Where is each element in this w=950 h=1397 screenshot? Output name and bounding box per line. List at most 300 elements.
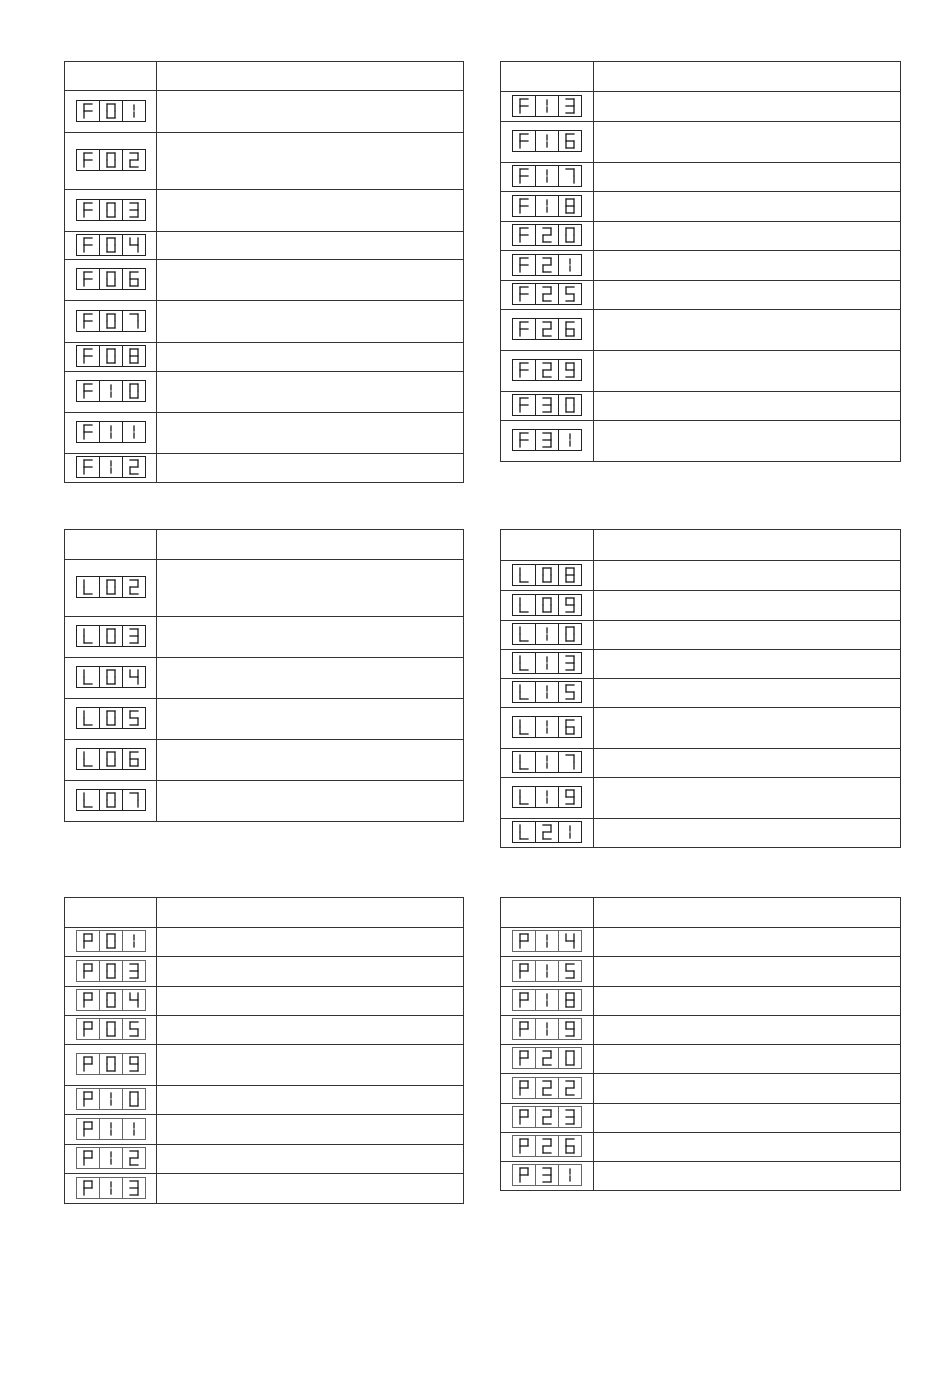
- seven-segment-glyph: [542, 321, 552, 337]
- description-cell: [157, 699, 464, 740]
- seven-segment-glyph: [519, 684, 529, 700]
- table-row: [65, 1145, 464, 1174]
- seven-segment-glyph: [565, 824, 575, 840]
- seven-segment-glyph: [519, 655, 529, 671]
- code-display: [76, 1088, 146, 1110]
- seven-segment-glyph: [542, 597, 552, 613]
- description-cell: [594, 222, 901, 251]
- seven-segment-glyph: [519, 1021, 529, 1037]
- code-character: [99, 457, 122, 477]
- header-code-cell: [65, 530, 157, 560]
- description-cell: [594, 708, 901, 749]
- seven-segment-glyph: [106, 202, 116, 218]
- code-character: [99, 626, 122, 646]
- code-character: [558, 225, 581, 245]
- error-code-table-l-right: [500, 529, 901, 848]
- code-character: [535, 682, 558, 702]
- table-row: [501, 928, 901, 957]
- code-character: [558, 822, 581, 842]
- description-cell: [594, 987, 901, 1016]
- seven-segment-glyph: [519, 963, 529, 979]
- code-character: [99, 1148, 122, 1168]
- seven-segment-glyph: [83, 202, 93, 218]
- description-cell: [594, 392, 901, 421]
- seven-segment-glyph: [83, 348, 93, 364]
- code-character: [558, 131, 581, 151]
- seven-segment-glyph: [519, 1138, 529, 1154]
- seven-segment-glyph: [542, 684, 552, 700]
- seven-segment-glyph: [542, 963, 552, 979]
- seven-segment-glyph: [519, 321, 529, 337]
- seven-segment-glyph: [129, 1021, 139, 1037]
- code-character: [558, 653, 581, 673]
- code-display: [512, 359, 582, 381]
- seven-segment-glyph: [565, 597, 575, 613]
- code-character: [535, 1107, 558, 1127]
- seven-segment-glyph: [519, 98, 529, 114]
- seven-segment-glyph: [129, 271, 139, 287]
- table-row: [65, 617, 464, 658]
- description-cell: [594, 621, 901, 650]
- seven-segment-glyph: [565, 133, 575, 149]
- seven-segment-glyph: [106, 1021, 116, 1037]
- table-row: [65, 560, 464, 617]
- code-character: [558, 1048, 581, 1068]
- seven-segment-glyph: [129, 313, 139, 329]
- table-row: [501, 251, 901, 281]
- code-character: [513, 565, 535, 585]
- seven-segment-glyph: [519, 1050, 529, 1066]
- header-description-cell: [594, 62, 901, 92]
- code-character: [558, 1107, 581, 1127]
- code-character: [535, 624, 558, 644]
- seven-segment-glyph: [565, 789, 575, 805]
- table-header-row: [65, 530, 464, 560]
- table-row: [65, 190, 464, 232]
- description-cell: [594, 561, 901, 591]
- seven-segment-glyph: [83, 710, 93, 726]
- table-row: [65, 372, 464, 413]
- code-character: [558, 319, 581, 339]
- description-cell: [594, 928, 901, 957]
- seven-segment-glyph: [542, 1109, 552, 1125]
- code-character: [77, 311, 99, 331]
- error-code-table-p-right: [500, 897, 901, 1191]
- code-character: [535, 284, 558, 304]
- table-row: [65, 343, 464, 372]
- header-description-cell: [157, 530, 464, 560]
- code-display: [512, 429, 582, 451]
- code-character: [77, 422, 99, 442]
- code-character: [558, 284, 581, 304]
- code-character: [535, 565, 558, 585]
- seven-segment-glyph: [106, 669, 116, 685]
- code-display: [76, 625, 146, 647]
- table-row: [501, 1133, 901, 1162]
- seven-segment-glyph: [565, 432, 575, 448]
- code-character: [535, 225, 558, 245]
- seven-segment-glyph: [565, 992, 575, 1008]
- code-character: [513, 961, 535, 981]
- code-character: [77, 381, 99, 401]
- seven-segment-glyph: [542, 992, 552, 1008]
- seven-segment-glyph: [519, 1109, 529, 1125]
- table-row: [501, 421, 901, 462]
- code-character: [513, 255, 535, 275]
- table-row: [65, 454, 464, 483]
- seven-segment-glyph: [83, 992, 93, 1008]
- table-row: [501, 163, 901, 192]
- seven-segment-glyph: [83, 628, 93, 644]
- code-character: [558, 395, 581, 415]
- code-display: [512, 989, 582, 1011]
- code-display: [76, 1018, 146, 1040]
- code-character: [513, 752, 535, 772]
- code-character: [513, 196, 535, 216]
- code-character: [77, 457, 99, 477]
- seven-segment-glyph: [565, 719, 575, 735]
- code-character: [77, 749, 99, 769]
- code-display: [512, 564, 582, 586]
- code-character: [122, 1119, 145, 1139]
- code-character: [99, 101, 122, 121]
- code-display: [76, 666, 146, 688]
- seven-segment-glyph: [542, 362, 552, 378]
- code-character: [99, 1019, 122, 1039]
- seven-segment-glyph: [129, 1121, 139, 1137]
- table-row: [65, 1115, 464, 1145]
- seven-segment-glyph: [542, 1021, 552, 1037]
- seven-segment-glyph: [83, 751, 93, 767]
- seven-segment-glyph: [129, 579, 139, 595]
- table-row: [501, 591, 901, 621]
- seven-segment-glyph: [542, 1167, 552, 1183]
- seven-segment-glyph: [565, 1167, 575, 1183]
- description-cell: [157, 928, 464, 957]
- code-character: [122, 457, 145, 477]
- code-character: [122, 790, 145, 810]
- seven-segment-glyph: [519, 397, 529, 413]
- code-display: [76, 268, 146, 290]
- description-cell: [594, 591, 901, 621]
- table-row: [501, 92, 901, 122]
- code-character: [77, 1178, 99, 1198]
- code-character: [99, 346, 122, 366]
- code-character: [77, 269, 99, 289]
- seven-segment-glyph: [519, 992, 529, 1008]
- code-character: [99, 708, 122, 728]
- table-row: [501, 1104, 901, 1133]
- seven-segment-glyph: [519, 198, 529, 214]
- table-row: [501, 1162, 901, 1191]
- code-character: [99, 667, 122, 687]
- seven-segment-glyph: [83, 237, 93, 253]
- code-character: [535, 595, 558, 615]
- seven-segment-glyph: [565, 1109, 575, 1125]
- code-character: [77, 790, 99, 810]
- description-cell: [157, 232, 464, 260]
- code-character: [513, 1107, 535, 1127]
- code-character: [77, 931, 99, 951]
- code-character: [122, 1019, 145, 1039]
- code-character: [77, 1054, 99, 1074]
- code-character: [535, 319, 558, 339]
- table-header-row: [65, 898, 464, 928]
- seven-segment-glyph: [542, 227, 552, 243]
- table-row: [65, 1016, 464, 1045]
- code-display: [512, 930, 582, 952]
- code-display: [512, 1018, 582, 1040]
- description-cell: [594, 281, 901, 310]
- table-header-row: [65, 62, 464, 91]
- seven-segment-glyph: [519, 432, 529, 448]
- table-row: [65, 1045, 464, 1086]
- code-character: [99, 1054, 122, 1074]
- description-cell: [157, 301, 464, 343]
- code-display: [76, 960, 146, 982]
- seven-segment-glyph: [519, 257, 529, 273]
- seven-segment-glyph: [565, 626, 575, 642]
- table-row: [501, 819, 901, 848]
- code-character: [77, 346, 99, 366]
- seven-segment-glyph: [542, 754, 552, 770]
- seven-segment-glyph: [565, 963, 575, 979]
- description-cell: [594, 650, 901, 679]
- code-display: [512, 224, 582, 246]
- seven-segment-glyph: [542, 1080, 552, 1096]
- code-display: [512, 95, 582, 117]
- seven-segment-glyph: [106, 383, 116, 399]
- description-cell: [594, 122, 901, 163]
- code-display: [76, 149, 146, 171]
- seven-segment-glyph: [83, 669, 93, 685]
- code-character: [513, 822, 535, 842]
- header-code-cell: [501, 62, 594, 92]
- table-row: [65, 91, 464, 133]
- seven-segment-glyph: [106, 1091, 116, 1107]
- description-cell: [157, 343, 464, 372]
- seven-segment-glyph: [106, 424, 116, 440]
- description-cell: [594, 957, 901, 987]
- code-character: [535, 990, 558, 1010]
- description-cell: [594, 192, 901, 222]
- code-character: [535, 395, 558, 415]
- seven-segment-glyph: [83, 1056, 93, 1072]
- code-character: [558, 166, 581, 186]
- code-character: [535, 787, 558, 807]
- error-code-table-f-left: [64, 61, 464, 483]
- seven-segment-glyph: [565, 321, 575, 337]
- code-character: [122, 269, 145, 289]
- code-character: [558, 682, 581, 702]
- code-character: [535, 1165, 558, 1185]
- table-row: [501, 679, 901, 708]
- code-character: [99, 422, 122, 442]
- table-row: [65, 1174, 464, 1204]
- seven-segment-glyph: [129, 103, 139, 119]
- description-cell: [157, 260, 464, 301]
- seven-segment-glyph: [542, 286, 552, 302]
- seven-segment-glyph: [129, 459, 139, 475]
- code-character: [99, 1178, 122, 1198]
- description-cell: [594, 1045, 901, 1074]
- code-display: [512, 652, 582, 674]
- table-row: [501, 1074, 901, 1104]
- code-character: [513, 225, 535, 245]
- header-code-cell: [501, 898, 594, 928]
- code-display: [76, 989, 146, 1011]
- description-cell: [157, 957, 464, 987]
- description-cell: [157, 1086, 464, 1115]
- seven-segment-glyph: [129, 933, 139, 949]
- seven-segment-glyph: [83, 1091, 93, 1107]
- code-display: [76, 576, 146, 598]
- code-character: [513, 595, 535, 615]
- seven-segment-glyph: [106, 1121, 116, 1137]
- seven-segment-glyph: [565, 1080, 575, 1096]
- description-cell: [594, 310, 901, 351]
- code-character: [122, 311, 145, 331]
- seven-segment-glyph: [542, 432, 552, 448]
- seven-segment-glyph: [129, 348, 139, 364]
- code-character: [513, 624, 535, 644]
- description-cell: [157, 617, 464, 658]
- code-character: [513, 284, 535, 304]
- seven-segment-glyph: [565, 227, 575, 243]
- description-cell: [157, 740, 464, 781]
- code-character: [99, 1089, 122, 1109]
- seven-segment-glyph: [519, 286, 529, 302]
- table-row: [501, 310, 901, 351]
- seven-segment-glyph: [83, 579, 93, 595]
- code-character: [535, 752, 558, 772]
- table-row: [65, 232, 464, 260]
- code-character: [535, 1078, 558, 1098]
- code-character: [122, 708, 145, 728]
- code-character: [99, 990, 122, 1010]
- seven-segment-glyph: [519, 168, 529, 184]
- code-character: [77, 150, 99, 170]
- seven-segment-glyph: [106, 1180, 116, 1196]
- code-character: [122, 931, 145, 951]
- seven-segment-glyph: [565, 286, 575, 302]
- code-character: [77, 101, 99, 121]
- code-character: [77, 1019, 99, 1039]
- code-character: [99, 790, 122, 810]
- code-character: [513, 430, 535, 450]
- code-display: [512, 960, 582, 982]
- code-display: [512, 786, 582, 808]
- code-character: [122, 626, 145, 646]
- code-display: [76, 1053, 146, 1075]
- code-display: [512, 1047, 582, 1069]
- code-display: [512, 318, 582, 340]
- seven-segment-glyph: [542, 257, 552, 273]
- table-row: [65, 301, 464, 343]
- code-display: [512, 130, 582, 152]
- table-row: [65, 781, 464, 822]
- code-character: [558, 931, 581, 951]
- code-character: [558, 1078, 581, 1098]
- header-description-cell: [157, 62, 464, 91]
- code-character: [558, 565, 581, 585]
- table-row: [65, 658, 464, 699]
- code-character: [122, 990, 145, 1010]
- code-character: [535, 1019, 558, 1039]
- seven-segment-glyph: [565, 257, 575, 273]
- code-character: [535, 96, 558, 116]
- code-display: [76, 310, 146, 332]
- seven-segment-glyph: [519, 227, 529, 243]
- seven-segment-glyph: [565, 933, 575, 949]
- table-row: [501, 122, 901, 163]
- error-code-table-p-left: [64, 897, 464, 1204]
- seven-segment-glyph: [565, 397, 575, 413]
- code-display: [76, 930, 146, 952]
- seven-segment-glyph: [106, 933, 116, 949]
- seven-segment-glyph: [565, 198, 575, 214]
- code-display: [76, 199, 146, 221]
- code-display: [76, 707, 146, 729]
- code-display: [76, 1147, 146, 1169]
- code-display: [76, 100, 146, 122]
- code-character: [77, 990, 99, 1010]
- seven-segment-glyph: [519, 567, 529, 583]
- seven-segment-glyph: [565, 754, 575, 770]
- description-cell: [594, 351, 901, 392]
- seven-segment-glyph: [83, 1021, 93, 1037]
- code-display: [512, 195, 582, 217]
- table-row: [65, 699, 464, 740]
- code-display: [76, 748, 146, 770]
- seven-segment-glyph: [106, 751, 116, 767]
- table-row: [501, 351, 901, 392]
- seven-segment-glyph: [83, 1150, 93, 1166]
- seven-segment-glyph: [519, 362, 529, 378]
- seven-segment-glyph: [83, 963, 93, 979]
- code-character: [558, 360, 581, 380]
- table-row: [501, 222, 901, 251]
- seven-segment-glyph: [129, 1091, 139, 1107]
- code-character: [558, 990, 581, 1010]
- seven-segment-glyph: [129, 152, 139, 168]
- code-character: [513, 319, 535, 339]
- seven-segment-glyph: [83, 152, 93, 168]
- code-character: [558, 96, 581, 116]
- code-character: [122, 200, 145, 220]
- table-row: [501, 561, 901, 591]
- error-code-table-l-left: [64, 529, 464, 822]
- code-display: [76, 1118, 146, 1140]
- code-character: [122, 1148, 145, 1168]
- table-row: [501, 621, 901, 650]
- seven-segment-glyph: [519, 597, 529, 613]
- seven-segment-glyph: [129, 669, 139, 685]
- code-display: [512, 1135, 582, 1157]
- code-character: [99, 200, 122, 220]
- seven-segment-glyph: [565, 98, 575, 114]
- code-character: [558, 1165, 581, 1185]
- code-character: [77, 1119, 99, 1139]
- code-character: [513, 1078, 535, 1098]
- description-cell: [157, 1145, 464, 1174]
- code-display: [76, 456, 146, 478]
- seven-segment-glyph: [565, 168, 575, 184]
- description-cell: [157, 413, 464, 454]
- seven-segment-glyph: [565, 1050, 575, 1066]
- description-cell: [594, 1133, 901, 1162]
- seven-segment-glyph: [542, 655, 552, 671]
